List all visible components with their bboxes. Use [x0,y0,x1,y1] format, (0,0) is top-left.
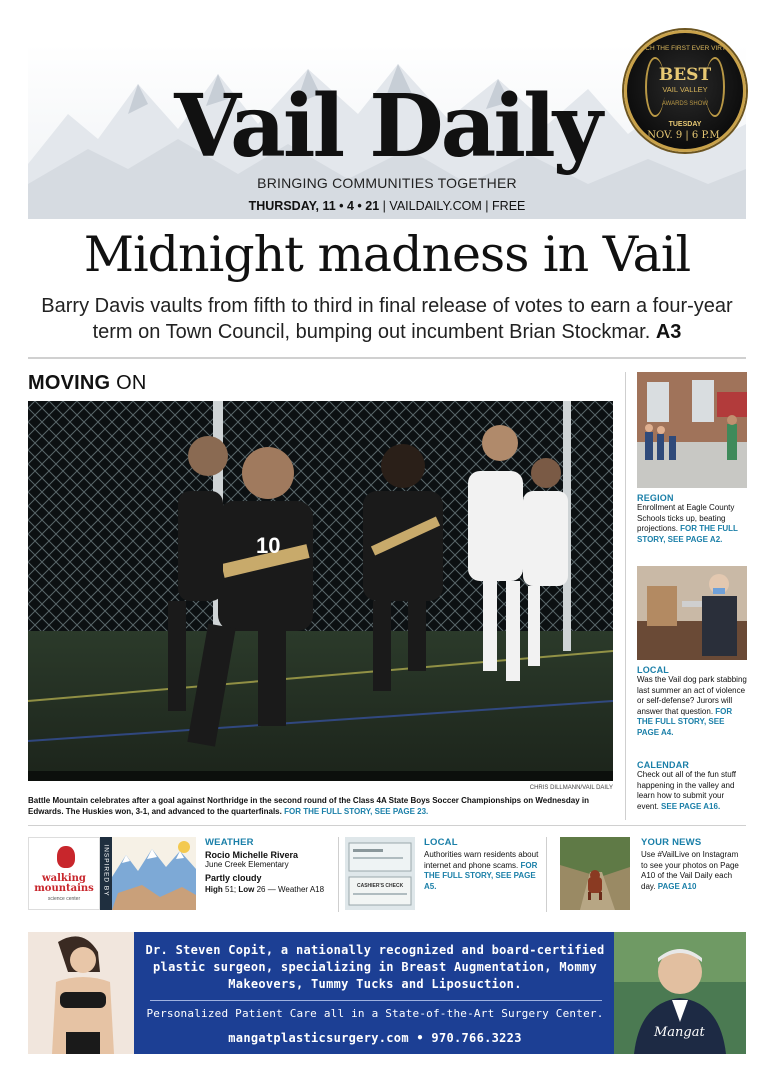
school-hallway-photo [637,372,747,488]
badge-show-text: AWARDS SHOW [661,101,709,107]
soccer-celebration-photo[interactable] [28,401,613,781]
photo-caption-text: Battle Mountain celebrates after a goal against Northridge in the second round of the Class 4A State Boys Soccer Championships on Wednesday in Edwards. The Huskies won, 3-1, and advanced to the quarterfinals. [28,796,589,816]
badge-valley-text: VAIL VALLEY [662,85,708,94]
feature-section-label [28,372,147,395]
dateline-separator: | [382,199,386,213]
ad-headline: Dr. Steven Copit, a nationally recognized and board-certified plastic surgeon, specializing in Breast Augmentation, Mommy Makeovers, Tummy Tucks and Liposuction. [145,943,605,991]
ad-doctor-photo [614,932,746,1054]
walking-mountains-logo[interactable] [28,837,100,910]
lead-deck-text: Barry Davis vaults from fifth to third in final release of votes to earn a four-year term on Town Council, bumping out incumbent Brian Stockmar. [41,295,733,343]
sidebar-teaser [637,770,747,812]
strip-column-divider [338,837,339,912]
weather-forecast-text: Partly cloudy [205,872,262,883]
your-news-text: Use #VailLive on Instagram to see your photos on Page A10 of the Vail Daily each day. [641,850,739,891]
photo-credit: CHRIS DILLMANN/VAIL DAILY [529,785,613,791]
badge-day-text: TUESDAY [668,121,702,128]
best-of-vail-badge[interactable] [624,30,746,152]
masthead-tagline: BRINGING COMMUNITIES TOGETHER [257,175,517,191]
lead-deck [20,293,754,345]
sidebar-category: REGION [637,493,674,503]
svg-text:10: 10 [256,533,281,558]
sponsor-name: walking mountains [34,873,94,894]
photo-caption [28,796,618,817]
student-weather-drawing[interactable] [112,837,196,910]
section-divider [28,357,746,359]
ad-logo: Mangat [654,1025,705,1040]
high-temp: 51 [225,885,234,894]
badge-watch-text: WATCH THE FIRST EVER VIRTUAL [631,45,739,52]
ad-tagline: Personalized Patient Care all in a State-of-the-Art Surgery Center. [146,1007,604,1020]
local-category: LOCAL [424,837,458,848]
weather-school: June Creek Elementary [205,860,289,869]
lead-headline[interactable]: Midnight madness in Vail [83,226,691,283]
issue-date: THURSDAY, 11 • 4 • 21 [248,199,380,213]
ad-model-photo [28,932,134,1054]
sidebar-item-calendar[interactable] [637,755,747,812]
masthead-logo[interactable]: Vail Daily [174,76,600,177]
ad-divider [150,1000,602,1001]
weather-category: WEATHER [205,837,254,848]
sidebar-category: CALENDAR [637,760,690,770]
caption-story-link[interactable]: FOR THE FULL STORY, SEE PAGE 23. [284,806,429,816]
low-label: Low [238,885,255,894]
bear-paw-icon [57,846,75,868]
sponsor-subtitle: science center [47,896,81,902]
sidebar-category: LOCAL [637,665,669,675]
your-news-category: YOUR NEWS [641,837,702,848]
sidebar-teaser [637,503,747,545]
local-teaser [424,850,542,892]
local-scam-block[interactable] [424,837,542,892]
your-news-teaser [641,850,747,892]
courtroom-photo [637,566,747,660]
sidebar-item-local[interactable] [637,566,747,738]
badge-best-text: BEST [658,65,712,85]
soccer-photo-illustration [28,401,613,781]
local-story-link[interactable]: FOR THE FULL STORY, SEE PAGE A5. [424,860,538,891]
feature-label-bold: MOVING [28,372,111,394]
feature-label-rest: ON [110,372,147,394]
high-label: High [205,885,223,894]
plastic-surgery-ad[interactable] [28,932,746,1054]
inspired-by-tab [100,837,112,910]
sidebar-story-link[interactable]: FOR THE FULL STORY, SEE PAGE A2. [637,524,738,544]
masthead-dateline [0,199,774,213]
lead-page-ref[interactable]: A3 [655,321,682,343]
strip-divider [28,825,746,826]
weather-artist: Rocio Michelle Rivera [205,850,299,860]
sidebar-story-link[interactable]: FOR THE FULL STORY, SEE PAGE A4. [637,706,733,737]
ad-contact[interactable]: mangatplasticsurgery.com • 970.766.3223 [228,1031,522,1045]
badge-date-text: NOV. 9 | 6 P.M. [647,130,723,141]
local-teaser-text: Authorities warn residents about internet and phone scams. [424,850,539,870]
check-label: CASHIER'S CHECK [357,883,404,889]
sidebar-teaser [637,675,747,738]
your-news-block[interactable] [641,837,747,892]
website-link[interactable]: VAILDAILY.COM [389,199,482,213]
weather-block [205,837,335,896]
your-news-link[interactable]: PAGE A10 [657,881,697,891]
cashiers-check-photo[interactable] [345,837,415,910]
sidebar-divider [625,372,626,820]
dateline-separator: | [485,199,489,213]
sidebar-teaser-text: Check out all of the fun stuff happening in the valley and learn how to submit your event. [637,770,737,811]
price-label: FREE [492,199,526,213]
weather-forecast [205,873,335,884]
strip-column-divider [546,837,547,912]
weather-temps: High 51; Low 26 — Weather A18 [205,885,325,894]
sidebar-teaser-text: Was the Vail dog park stabbing last summer an act of violence or self-defense? Jurors will answer that question. [637,675,747,716]
sidebar-item-region[interactable] [637,372,747,545]
low-temp: 26 [256,885,266,894]
inspired-by-label: INSPIRED BY [102,844,110,897]
sidebar-story-link[interactable]: SEE PAGE A16. [661,801,721,811]
dog-trail-photo[interactable] [560,837,630,910]
weather-page-ref[interactable]: — Weather A18 [267,885,325,894]
sidebar-teaser-text: Enrollment at Eagle County Schools ticks up, beating projections. [637,503,735,533]
